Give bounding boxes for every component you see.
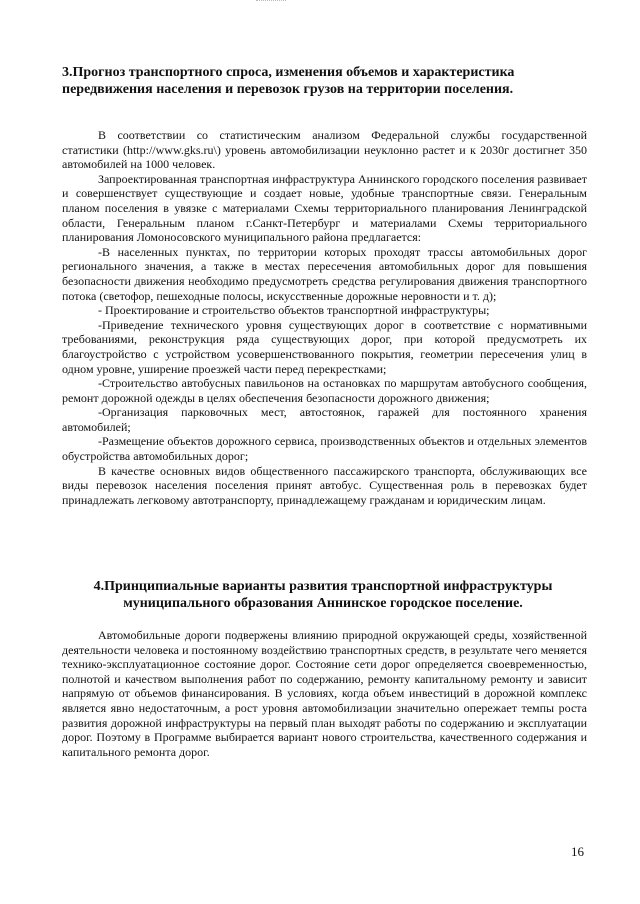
- section-4-body: [62, 628, 587, 759]
- section-3-paragraph: - Проектирование и строительство объектов транспортной инфраструктуры;: [98, 303, 490, 318]
- page-number: 16: [571, 844, 584, 859]
- section-3-heading: 3.Прогноз транспортного спроса, изменения объемов и характеристика передвижения населения и перевозок грузов на территории поселения.: [62, 65, 515, 97]
- section-3-paragraph: -В населенных пунктах, по территории которых проходят трассы автомобильных дорог регионального значения, а также в местах пересечения автомобильных дорог для повышения безопасности движения необходимо предусмотреть средства регулирования движения транспортного потока (светофор, пешеходные полосы, искусственные дорожные неровности и т. д);: [62, 244, 587, 303]
- section-3-paragraph: -Строительство автобусных павильонов на остановках по маршрутам автобусного сообщения, ремонт дорожной одежды в целях обеспечения безопасности дорожного движения;: [62, 376, 587, 405]
- section-3-paragraph: -Размещение объектов дорожного сервиса, производственных объектов и отдельных элементов обустройства автомобильных дорог;: [62, 434, 587, 464]
- section-3-paragraph: В качестве основных видов общественного пассажирского транспорта, обслуживающих все виды перевозок населения поселения принят автобус. Существенная роль в перевозках будет принадлежать легковому автотранспорту, принадлежащему гражданам и юридическим лицам.: [62, 463, 587, 507]
- section-4-heading: 4.Принципиальные варианты развития транспортной инфраструктуры муниципального образования Аннинское городское поселение.: [93, 579, 553, 611]
- section-3-body: [62, 128, 587, 507]
- section-3-paragraph: В соответствии со статистическим анализом Федеральной службы государственной статистики (http://www.gks.ru\) уровень автомобилизации неуклонно растет и к 2030г достигнет 350 автомобилей на 1000 человек.: [62, 128, 587, 172]
- section-3-paragraph: Запроектированная транспортная инфраструктура Аннинского городского поселения развивает и совершенствует существующие и создает новые, удобные транспортные связи. Генеральным планом поселения в увязке с материалами Схемы территориального планирования Ленинградской области, Генеральным планом г.Санкт-Петербург и материалами Схемы территориального планирования Ломоносовского муниципального района предлагается:: [62, 171, 587, 245]
- scan-mark: [256, 0, 286, 4]
- section-3-paragraph: -Организация парковочных мест, автостоянок, гаражей для постоянного хранения автомобилей;: [62, 405, 587, 434]
- section-4-paragraph: Автомобильные дороги подвержены влиянию природной окружающей среды, хозяйственной деятельности человека и постоянному воздействию транспортных средств, в результате чего меняется технико-эксплуатационное состояние дорог. Состояние сети дорог определяется своевременностью, полнотой и качеством выполнения работ по содержанию, ремонту капитальному ремонту и зависит напрямую от объемов финансирования. В условиях, когда объем инвестиций в дорожной комплекс является явно недостаточным, а рост уровня автомобилизации значительно опережает темпы роста развития дорожной инфраструктуры на первый план выходят работы по содержанию и эксплуатации дорог. Поэтому в Программе выбирается вариант нового строительства, качественного содержания и капитального ремонта дорог.: [62, 628, 587, 759]
- section-3-paragraph: -Приведение технического уровня существующих дорог в соответствие с нормативными требованиями, реконструкция ряда существующих дорог, при которой предусмотреть их благоустройство с устройством усовершенствованного покрытия, геометрии пересечения улиц в одном уровне, уширение проезжей части перед перекрестками;: [62, 317, 587, 376]
